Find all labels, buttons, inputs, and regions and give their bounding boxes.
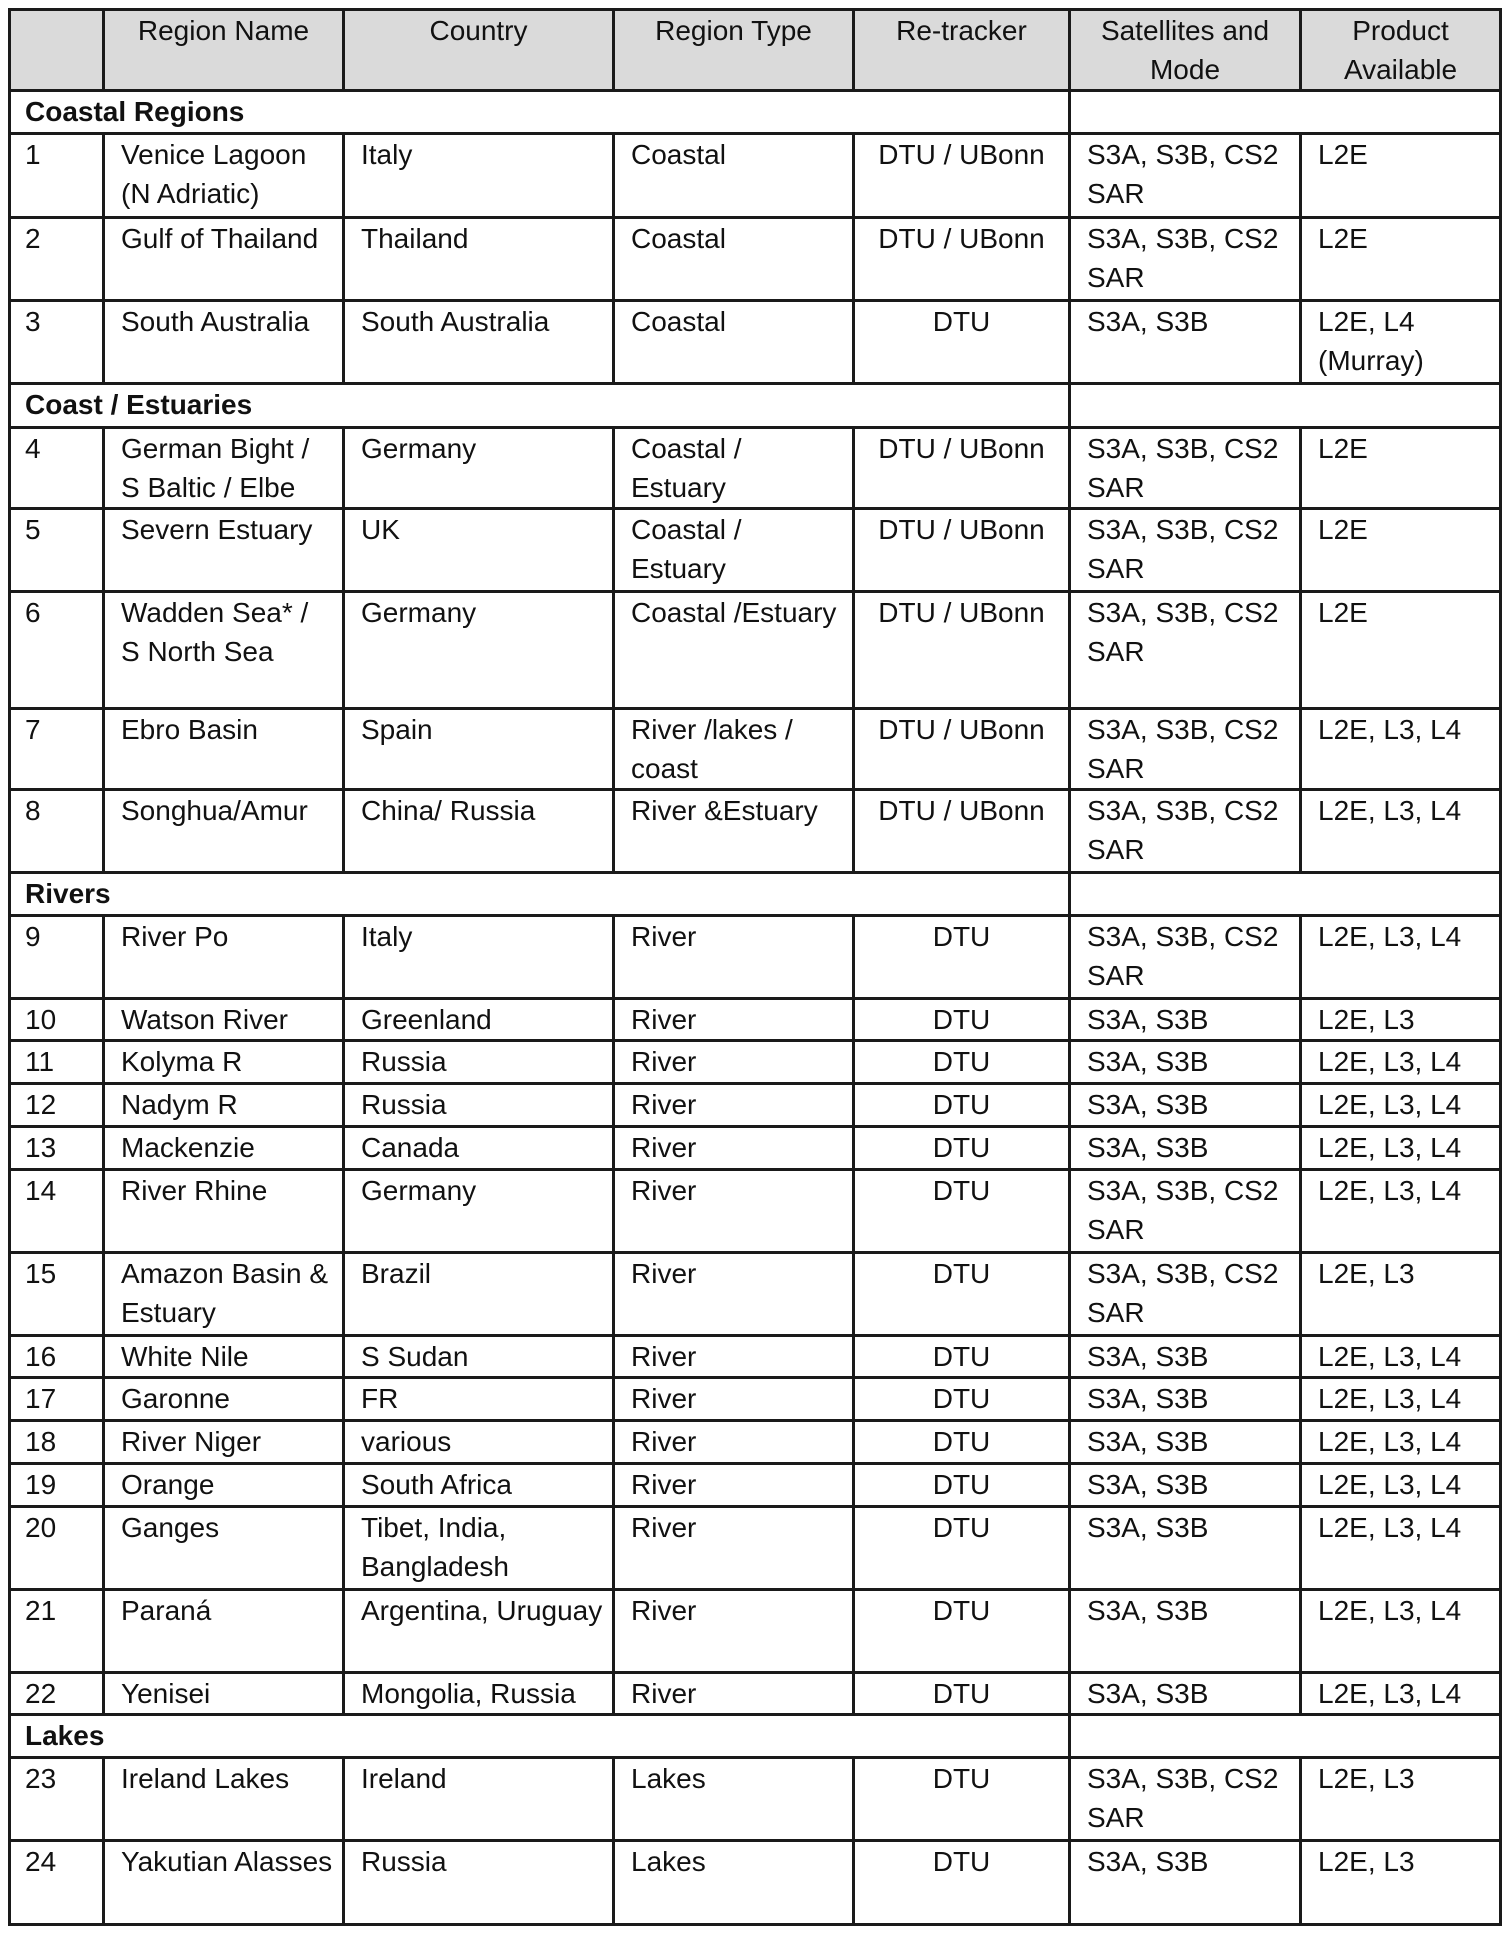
satellites-mode-cell: S3A, S3B — [1070, 999, 1301, 1041]
country-cell: Mongolia, Russia — [344, 1673, 614, 1715]
table-row — [10, 1590, 1501, 1673]
country-cell: China/ Russia — [344, 790, 614, 873]
retracker-cell: DTU — [854, 1673, 1070, 1715]
product-available-cell: L2E, L3, L4 — [1301, 1464, 1501, 1507]
region-type-cell: River — [614, 1464, 854, 1507]
section-header-row — [10, 91, 1501, 134]
satellites-mode-cell: S3A, S3B — [1070, 1464, 1301, 1507]
header-cell-number — [10, 10, 104, 91]
retracker-cell: DTU / UBonn — [854, 790, 1070, 873]
region-type-cell: Coastal — [614, 218, 854, 301]
region-type-cell: River — [614, 1673, 854, 1715]
row-number-cell: 16 — [10, 1336, 104, 1378]
satellites-mode-cell: S3A, S3B, CS2 SAR — [1070, 509, 1301, 592]
satellites-mode-cell: S3A, S3B — [1070, 1336, 1301, 1378]
table-row — [10, 218, 1501, 301]
table-row — [10, 1041, 1501, 1084]
country-cell: Italy — [344, 916, 614, 999]
country-cell: South Africa — [344, 1464, 614, 1507]
region-type-cell: River — [614, 1421, 854, 1464]
product-available-cell: L2E — [1301, 509, 1501, 592]
country-cell: S Sudan — [344, 1336, 614, 1378]
table-row — [10, 1421, 1501, 1464]
table-row — [10, 1084, 1501, 1127]
row-number-cell: 15 — [10, 1253, 104, 1336]
table-row — [10, 1253, 1501, 1336]
region-type-cell: River — [614, 1336, 854, 1378]
row-number-cell: 11 — [10, 1041, 104, 1084]
region-type-cell: River — [614, 1041, 854, 1084]
product-available-cell: L2E, L3, L4 — [1301, 1421, 1501, 1464]
satellites-mode-cell: S3A, S3B, CS2 SAR — [1070, 709, 1301, 790]
section-header-row — [10, 873, 1501, 916]
section-blank-cell — [1070, 1715, 1501, 1758]
row-number-cell: 9 — [10, 916, 104, 999]
region-name-cell: Kolyma R — [104, 1041, 344, 1084]
satellites-mode-cell: S3A, S3B, CS2 SAR — [1070, 218, 1301, 301]
region-name-cell: River Rhine — [104, 1170, 344, 1253]
table-row — [10, 790, 1501, 873]
product-available-cell: L2E, L3 — [1301, 1841, 1501, 1925]
satellites-mode-cell: S3A, S3B, CS2 SAR — [1070, 790, 1301, 873]
table-row — [10, 1127, 1501, 1170]
row-number-cell: 19 — [10, 1464, 104, 1507]
region-name-cell: Yakutian Alasses — [104, 1841, 344, 1925]
satellites-mode-cell: S3A, S3B, CS2 SAR — [1070, 916, 1301, 999]
section-blank-cell — [1070, 384, 1501, 428]
section-title: Coastal Regions — [10, 91, 1070, 134]
retracker-cell: DTU — [854, 1841, 1070, 1925]
country-cell: UK — [344, 509, 614, 592]
table-body — [10, 91, 1501, 1925]
region-type-cell: River &Estuary — [614, 790, 854, 873]
satellites-mode-cell: S3A, S3B — [1070, 1841, 1301, 1925]
row-number-cell: 13 — [10, 1127, 104, 1170]
product-available-cell: L2E — [1301, 592, 1501, 709]
table-row — [10, 1378, 1501, 1421]
row-number-cell: 8 — [10, 790, 104, 873]
row-number-cell: 10 — [10, 999, 104, 1041]
retracker-cell: DTU — [854, 1378, 1070, 1421]
table-row — [10, 1464, 1501, 1507]
retracker-cell: DTU — [854, 1127, 1070, 1170]
product-available-cell: L2E, L3, L4 — [1301, 1336, 1501, 1378]
retracker-cell: DTU — [854, 999, 1070, 1041]
product-available-cell: L2E, L3, L4 — [1301, 1590, 1501, 1673]
table-header-row — [10, 10, 1501, 91]
country-cell: Argentina, Uruguay — [344, 1590, 614, 1673]
retracker-cell: DTU — [854, 1464, 1070, 1507]
row-number-cell: 1 — [10, 134, 104, 218]
region-type-cell: River — [614, 1170, 854, 1253]
table-row — [10, 134, 1501, 218]
region-type-cell: River — [614, 1507, 854, 1590]
region-name-cell: River Po — [104, 916, 344, 999]
satellites-mode-cell: S3A, S3B — [1070, 1507, 1301, 1590]
region-name-cell: Ganges — [104, 1507, 344, 1590]
country-cell: Russia — [344, 1041, 614, 1084]
region-name-cell: Gulf of Thailand — [104, 218, 344, 301]
retracker-cell: DTU / UBonn — [854, 709, 1070, 790]
product-available-cell: L2E, L3 — [1301, 1253, 1501, 1336]
region-type-cell: River — [614, 1084, 854, 1127]
region-name-cell: Songhua/Amur — [104, 790, 344, 873]
retracker-cell: DTU / UBonn — [854, 509, 1070, 592]
region-name-cell: Ebro Basin — [104, 709, 344, 790]
row-number-cell: 21 — [10, 1590, 104, 1673]
satellites-mode-cell: S3A, S3B — [1070, 1127, 1301, 1170]
region-type-cell: Coastal / Estuary — [614, 509, 854, 592]
row-number-cell: 18 — [10, 1421, 104, 1464]
region-name-cell: River Niger — [104, 1421, 344, 1464]
satellites-mode-cell: S3A, S3B, CS2 SAR — [1070, 1758, 1301, 1841]
section-title: Rivers — [10, 873, 1070, 916]
header-cell-retracker: Re-tracker — [854, 10, 1070, 91]
country-cell: FR — [344, 1378, 614, 1421]
country-cell: Germany — [344, 592, 614, 709]
region-type-cell: Lakes — [614, 1841, 854, 1925]
header-cell-satellites-mode: Satellites and Mode — [1070, 10, 1301, 91]
retracker-cell: DTU — [854, 1336, 1070, 1378]
country-cell: Greenland — [344, 999, 614, 1041]
region-name-cell: Garonne — [104, 1378, 344, 1421]
region-type-cell: River — [614, 1253, 854, 1336]
product-available-cell: L2E — [1301, 134, 1501, 218]
region-type-cell: Coastal /Estuary — [614, 592, 854, 709]
region-type-cell: River — [614, 1378, 854, 1421]
header-cell-country: Country — [344, 10, 614, 91]
retracker-cell: DTU / UBonn — [854, 134, 1070, 218]
region-name-cell: White Nile — [104, 1336, 344, 1378]
table-row — [10, 1507, 1501, 1590]
satellites-mode-cell: S3A, S3B — [1070, 1084, 1301, 1127]
table-row — [10, 1336, 1501, 1378]
retracker-cell: DTU — [854, 1758, 1070, 1841]
table-row — [10, 999, 1501, 1041]
satellites-mode-cell: S3A, S3B — [1070, 1673, 1301, 1715]
product-available-cell: L2E, L3, L4 — [1301, 1170, 1501, 1253]
country-cell: Russia — [344, 1084, 614, 1127]
country-cell: Germany — [344, 428, 614, 509]
region-type-cell: Coastal — [614, 301, 854, 384]
satellites-mode-cell: S3A, S3B — [1070, 1590, 1301, 1673]
retracker-cell: DTU — [854, 916, 1070, 999]
product-available-cell: L2E, L3, L4 — [1301, 1507, 1501, 1590]
regions-table-container — [8, 8, 1502, 1926]
table-row — [10, 592, 1501, 709]
country-cell: Italy — [344, 134, 614, 218]
country-cell: Ireland — [344, 1758, 614, 1841]
region-name-cell: Watson River — [104, 999, 344, 1041]
region-name-cell: Orange — [104, 1464, 344, 1507]
table-row — [10, 1673, 1501, 1715]
product-available-cell: L2E, L3, L4 — [1301, 1127, 1501, 1170]
retracker-cell: DTU — [854, 1590, 1070, 1673]
country-cell: Germany — [344, 1170, 614, 1253]
row-number-cell: 3 — [10, 301, 104, 384]
product-available-cell: L2E, L3, L4 — [1301, 709, 1501, 790]
row-number-cell: 5 — [10, 509, 104, 592]
region-name-cell: Mackenzie — [104, 1127, 344, 1170]
retracker-cell: DTU — [854, 1170, 1070, 1253]
row-number-cell: 4 — [10, 428, 104, 509]
section-header-row — [10, 384, 1501, 428]
product-available-cell: L2E — [1301, 428, 1501, 509]
region-name-cell: Wadden Sea* / S North Sea — [104, 592, 344, 709]
region-type-cell: Coastal — [614, 134, 854, 218]
product-available-cell: L2E, L3, L4 — [1301, 1378, 1501, 1421]
retracker-cell: DTU — [854, 1084, 1070, 1127]
row-number-cell: 23 — [10, 1758, 104, 1841]
row-number-cell: 6 — [10, 592, 104, 709]
region-name-cell: Yenisei — [104, 1673, 344, 1715]
product-available-cell: L2E, L3 — [1301, 1758, 1501, 1841]
table-row — [10, 509, 1501, 592]
table-row — [10, 301, 1501, 384]
retracker-cell: DTU / UBonn — [854, 592, 1070, 709]
row-number-cell: 12 — [10, 1084, 104, 1127]
product-available-cell: L2E, L4 (Murray) — [1301, 301, 1501, 384]
header-cell-region-type: Region Type — [614, 10, 854, 91]
region-name-cell: South Australia — [104, 301, 344, 384]
region-name-cell: Amazon Basin & Estuary — [104, 1253, 344, 1336]
region-type-cell: River /lakes / coast — [614, 709, 854, 790]
product-available-cell: L2E, L3, L4 — [1301, 1673, 1501, 1715]
table-row — [10, 428, 1501, 509]
section-title: Coast / Estuaries — [10, 384, 1070, 428]
satellites-mode-cell: S3A, S3B, CS2 SAR — [1070, 134, 1301, 218]
country-cell: Russia — [344, 1841, 614, 1925]
country-cell: Tibet, India, Bangladesh — [344, 1507, 614, 1590]
row-number-cell: 22 — [10, 1673, 104, 1715]
country-cell: South Australia — [344, 301, 614, 384]
country-cell: Canada — [344, 1127, 614, 1170]
region-name-cell: Venice Lagoon (N Adriatic) — [104, 134, 344, 218]
row-number-cell: 14 — [10, 1170, 104, 1253]
product-available-cell: L2E — [1301, 218, 1501, 301]
product-available-cell: L2E, L3, L4 — [1301, 1084, 1501, 1127]
row-number-cell: 7 — [10, 709, 104, 790]
row-number-cell: 24 — [10, 1841, 104, 1925]
table-row — [10, 1758, 1501, 1841]
retracker-cell: DTU — [854, 301, 1070, 384]
satellites-mode-cell: S3A, S3B — [1070, 1378, 1301, 1421]
retracker-cell: DTU — [854, 1421, 1070, 1464]
region-type-cell: Coastal / Estuary — [614, 428, 854, 509]
region-name-cell: German Bight / S Baltic / Elbe — [104, 428, 344, 509]
country-cell: Brazil — [344, 1253, 614, 1336]
region-type-cell: River — [614, 1590, 854, 1673]
section-title: Lakes — [10, 1715, 1070, 1758]
region-name-cell: Paraná — [104, 1590, 344, 1673]
product-available-cell: L2E, L3, L4 — [1301, 1041, 1501, 1084]
region-name-cell: Nadym R — [104, 1084, 344, 1127]
retracker-cell: DTU — [854, 1041, 1070, 1084]
satellites-mode-cell: S3A, S3B — [1070, 1421, 1301, 1464]
region-type-cell: River — [614, 916, 854, 999]
row-number-cell: 17 — [10, 1378, 104, 1421]
section-blank-cell — [1070, 873, 1501, 916]
product-available-cell: L2E, L3, L4 — [1301, 916, 1501, 999]
header-cell-region-name: Region Name — [104, 10, 344, 91]
country-cell: Thailand — [344, 218, 614, 301]
retracker-cell: DTU / UBonn — [854, 218, 1070, 301]
row-number-cell: 2 — [10, 218, 104, 301]
section-header-row — [10, 1715, 1501, 1758]
retracker-cell: DTU — [854, 1507, 1070, 1590]
product-available-cell: L2E, L3 — [1301, 999, 1501, 1041]
region-type-cell: River — [614, 999, 854, 1041]
table-row — [10, 1841, 1501, 1925]
retracker-cell: DTU / UBonn — [854, 428, 1070, 509]
satellites-mode-cell: S3A, S3B, CS2 SAR — [1070, 428, 1301, 509]
regions-table — [8, 8, 1502, 1926]
retracker-cell: DTU — [854, 1253, 1070, 1336]
table-row — [10, 709, 1501, 790]
country-cell: various — [344, 1421, 614, 1464]
satellites-mode-cell: S3A, S3B, CS2 SAR — [1070, 1253, 1301, 1336]
region-type-cell: Lakes — [614, 1758, 854, 1841]
satellites-mode-cell: S3A, S3B — [1070, 1041, 1301, 1084]
region-name-cell: Severn Estuary — [104, 509, 344, 592]
table-row — [10, 916, 1501, 999]
region-type-cell: River — [614, 1127, 854, 1170]
satellites-mode-cell: S3A, S3B — [1070, 301, 1301, 384]
satellites-mode-cell: S3A, S3B, CS2 SAR — [1070, 592, 1301, 709]
country-cell: Spain — [344, 709, 614, 790]
satellites-mode-cell: S3A, S3B, CS2 SAR — [1070, 1170, 1301, 1253]
section-blank-cell — [1070, 91, 1501, 134]
product-available-cell: L2E, L3, L4 — [1301, 790, 1501, 873]
header-cell-product-available: Product Available — [1301, 10, 1501, 91]
region-name-cell: Ireland Lakes — [104, 1758, 344, 1841]
table-row — [10, 1170, 1501, 1253]
row-number-cell: 20 — [10, 1507, 104, 1590]
